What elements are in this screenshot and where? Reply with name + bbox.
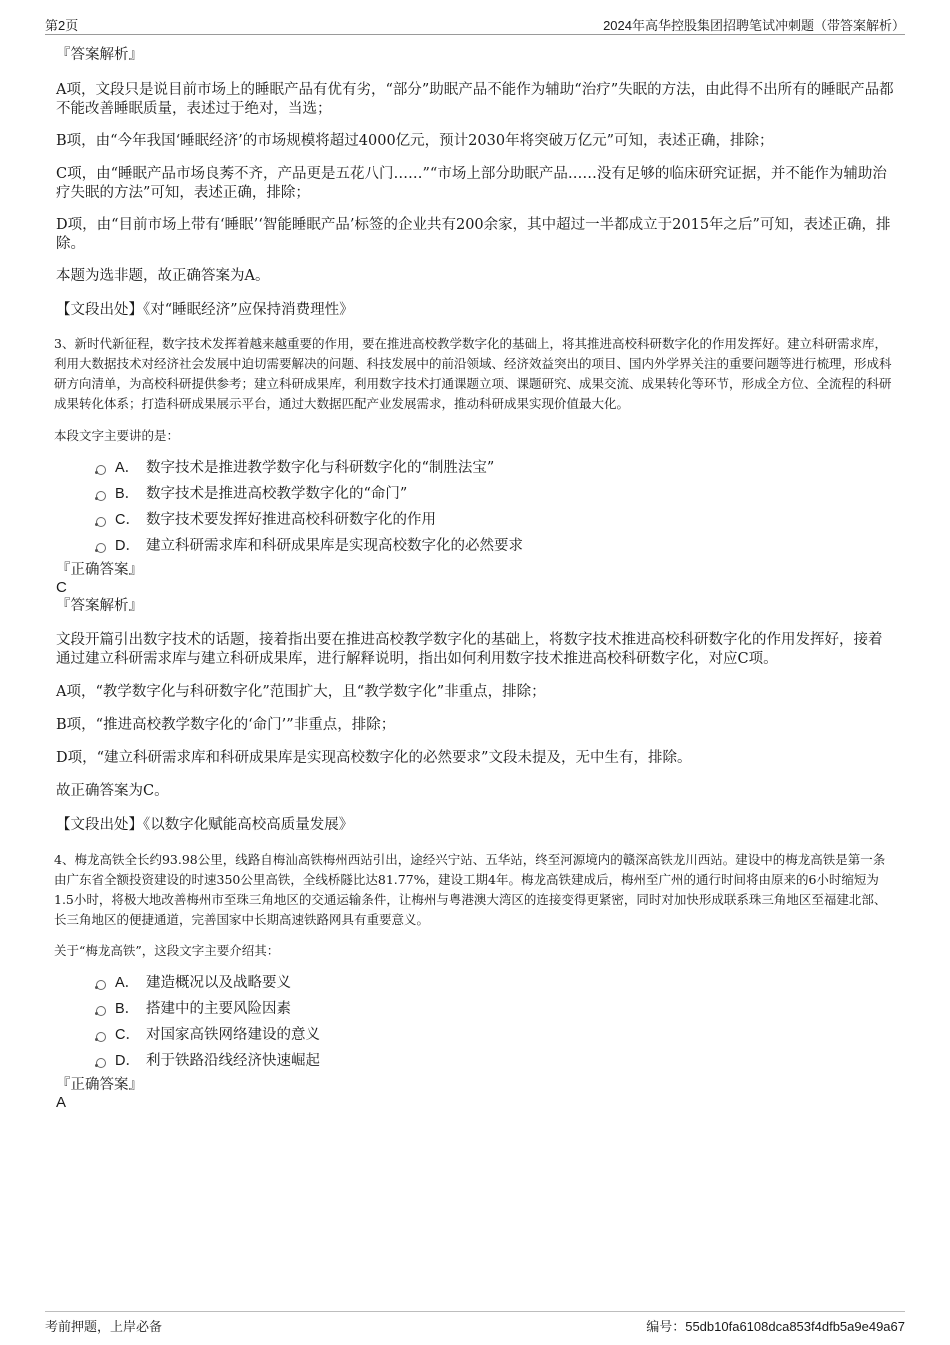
q3-option-d[interactable]: D． 建立科研需求库和科研成果库是实现高校数字化的必然要求 — [96, 535, 896, 561]
q4-option-a[interactable]: A． 建造概况以及战略要义 — [96, 972, 896, 998]
q3-option-b[interactable]: B． 数字技术是推进高校教学数字化的“命门” — [96, 483, 896, 509]
page-number: 第2页 — [45, 18, 79, 33]
q3-source: 【文段出处】《以数字化赋能高校高质量发展》 — [56, 817, 354, 833]
q2-conclusion: 本题为选非题，故正确答案为A。 — [56, 268, 270, 284]
q2-analysis-para-2: B项，由“今年我国‘睡眠经济’的市场规模将超过4000亿元，预计2030年将突破万亿元”可知，表述正确，排除； — [56, 133, 774, 149]
radio-icon[interactable] — [96, 465, 106, 475]
q3-analysis-para-1: 文段开篇引出数字技术的话题，接着指出要在推进高校教学数字化的基础上，将数字技术推进高校科研数字化的作用发挥好，接着通过建立科研需求库与建立科研成果库，进行解释说明，指出如何利用数字技术推进高校科研数字化，对应C项。 — [56, 632, 883, 667]
q2-analysis-para-1: A项，文段只是说目前市场上的睡眠产品有优有劣，“部分”助眠产品不能作为辅助“治疗”失眠的方法，由此得不出所有的睡眠产品都不能改善睡眠质量，表述过于绝对，当选； — [56, 82, 894, 117]
q4-options — [96, 972, 896, 1076]
code-label: 编号： — [646, 1319, 686, 1334]
q2-analysis-para-3: C项，由“睡眠产品市场良莠不齐，产品更是五花八门……”“市场上部分助眠产品……没有足够的临床研究证据，并不能作为辅助治疗失眠的方法”可知，表述正确，排除； — [56, 166, 887, 201]
q2-analysis-para-4: D项，由“目前市场上带有‘睡眠’‘智能睡眠产品’标签的企业共有200余家，其中超过一半都成立于2015年之后”可知，表述正确，排除。 — [56, 217, 891, 252]
q4-answer: A — [56, 1094, 67, 1111]
radio-icon[interactable] — [96, 980, 106, 990]
q2-analysis-label: 『答案解析』 — [56, 47, 143, 63]
page-content — [56, 46, 896, 1112]
q4-answer-label: 『正确答案』 — [56, 1077, 143, 1093]
q4-body: 4、梅龙高铁全长约93.98公里，线路自梅汕高铁梅州西站引出，途经兴宁站、五华站，终至河源境内的赣深高铁龙川西站。建设中的梅龙高铁是第一条由广东省全额投资建设的时速350公里高铁，全线桥隧比达81.77%，建设工期4年。梅龙高铁建成后，梅州至广州的通行时间将由原来的6小时缩短为1.5小时，将极大地改善梅州市至珠三角地区的交通运输条件，让梅州与粤港澳大湾区的连接变得更紧密，同时对加快形成联系珠三角地区至福建北部、长三角地区的便捷通道，完善国家中长期高速铁路网具有重要意义。 — [54, 852, 887, 927]
page-header — [45, 12, 905, 35]
document-code — [646, 1316, 905, 1335]
q2-source: 【文段出处】《对“睡眠经济”应保持消费理性》 — [56, 302, 354, 318]
code-value: 55db10fa6108dca853f4dfb5a9e49a67 — [685, 1319, 905, 1334]
q3-analysis-para-4: D项，“建立科研需求库和科研成果库是实现高校数字化的必然要求”文段未提及，无中生有，排除。 — [56, 750, 692, 766]
q3-analysis-label: 『答案解析』 — [56, 598, 143, 614]
radio-icon[interactable] — [96, 1058, 106, 1068]
q4-option-d[interactable]: D． 利于铁路沿线经济快速崛起 — [96, 1050, 896, 1076]
radio-icon[interactable] — [96, 491, 106, 501]
q3-option-c[interactable]: C． 数字技术要发挥好推进高校科研数字化的作用 — [96, 509, 896, 535]
q3-options — [96, 457, 896, 561]
footer-slogan: 考前押题，上岸必备 — [45, 1319, 163, 1334]
page-footer — [45, 1311, 905, 1334]
q4-prompt: 关于“梅龙高铁”，这段文字主要介绍其： — [54, 943, 280, 958]
radio-icon[interactable] — [96, 1006, 106, 1016]
q3-option-a[interactable]: A． 数字技术是推进教学数字化与科研数字化的“制胜法宝” — [96, 457, 896, 483]
q3-answer: C — [56, 579, 67, 596]
q3-analysis-para-2: A项，“教学数字化与科研数字化”范围扩大，且“教学数字化”非重点，排除； — [56, 684, 546, 700]
radio-icon[interactable] — [96, 543, 106, 553]
radio-icon[interactable] — [96, 517, 106, 527]
q3-conclusion: 故正确答案为C。 — [56, 783, 169, 799]
q4-option-b[interactable]: B． 搭建中的主要风险因素 — [96, 998, 896, 1024]
q4-option-c[interactable]: C． 对国家高铁网络建设的意义 — [96, 1024, 896, 1050]
document-title: 2024年高华控股集团招聘笔试冲刺题（带答案解析） — [603, 18, 905, 33]
q3-answer-label: 『正确答案』 — [56, 562, 143, 578]
q3-prompt: 本段文字主要讲的是： — [54, 428, 180, 443]
radio-icon[interactable] — [96, 1032, 106, 1042]
q3-body: 3、新时代新征程，数字技术发挥着越来越重要的作用，要在推进高校教学数字化的基础上，将其推进高校科研数字化的作用发挥好。建立科研需求库，利用大数据技术对经济社会发展中迫切需要解决的问题、科技发展中的前沿领域、经济效益突出的项目、国内外学界关注的重要问题等进行梳理，形成科研方向清单，为高校科研提供参考；建立科研成果库，利用数字技术打通课题立项、课题研究、成果交流、成果转化等环节，形成全方位、全流程的科研成果转化体系；打造科研成果展示平台，通过大数据匹配产业发展需求，推动科研成果实现价值最大化。 — [54, 336, 892, 411]
q3-analysis-para-3: B项，“推进高校教学数字化的‘命门’”非重点，排除； — [56, 717, 396, 733]
